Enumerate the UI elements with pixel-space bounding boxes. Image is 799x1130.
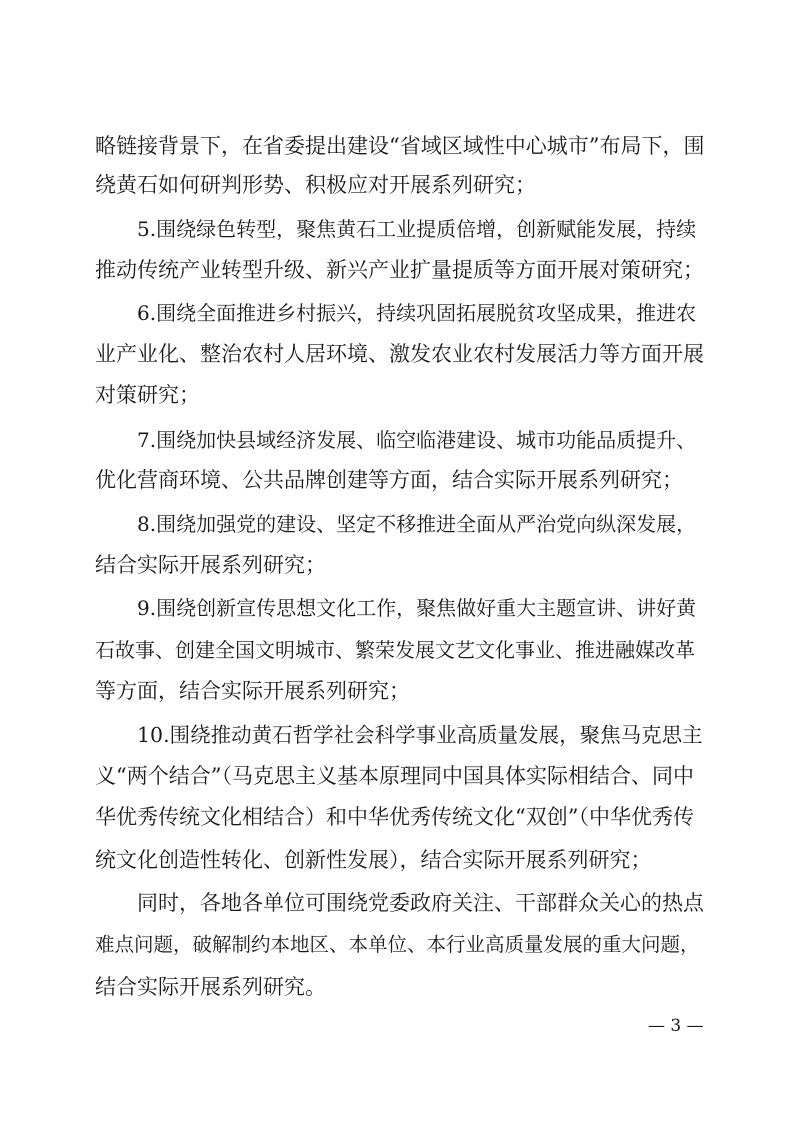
text-line: 6.围绕全面推进乡村振兴，持续巩固拓展脱贫攻坚成果，推进农 xyxy=(137,301,697,325)
text-line: 义“两个结合”（马克思主义基本原理同中国具体实际相结合、同中 xyxy=(95,764,694,788)
text-line: 华优秀传统文化相结合）和中华优秀传统文化“双创”（中华优秀传 xyxy=(95,805,694,829)
text-line: 绕黄石如何研判形势、积极应对开展系列研究； xyxy=(95,173,536,197)
text-line: 统文化创造性转化、创新性发展），结合实际开展系列研究； xyxy=(95,848,652,872)
text-line: 结合实际开展系列研究。 xyxy=(95,975,326,999)
text-line: 5.围绕绿色转型，聚焦黄石工业提质倍增，创新赋能发展，持续 xyxy=(137,217,697,241)
text-line: 9.围绕创新宣传思想文化工作，聚焦做好重大主题宣讲、讲好黄 xyxy=(137,596,697,620)
text-line: 推动传统产业转型升级、新兴产业扩量提质等方面开展对策研究； xyxy=(95,258,704,282)
text-line: 同时，各地各单位可围绕党委政府关注、干部群众关心的热点 xyxy=(137,891,704,915)
text-line: 对策研究； xyxy=(95,383,200,407)
text-line: 难点问题，破解制约本地区、本单位、本行业高质量发展的重大问题， xyxy=(95,933,700,956)
text-line: 石故事、创建全国文明城市、繁荣发展文艺文化事业、推进融媒改革 xyxy=(95,638,695,662)
page-number: — 3 — xyxy=(648,1016,704,1036)
text-line: 结合实际开展系列研究； xyxy=(95,553,326,577)
text-line: 8.围绕加强党的建设、坚定不移推进全面从严治党向纵深发展， xyxy=(137,512,697,536)
text-line: 10.围绕推动黄石哲学社会科学事业高质量发展，聚焦马克思主 xyxy=(137,723,703,747)
text-line: 等方面，结合实际开展系列研究； xyxy=(95,679,410,703)
text-line: 业产业化、整治农村人居环境、激发农业农村发展活力等方面开展 xyxy=(95,342,704,366)
text-line: 略链接背景下，在省委提出建设“省域区域性中心城市”布局下，围 xyxy=(95,134,705,158)
text-line: 7.围绕加快县域经济发展、临空临港建设、城市功能品质提升、 xyxy=(137,428,697,452)
text-line: 优化营商环境、公共品牌创建等方面，结合实际开展系列研究； xyxy=(95,468,683,492)
